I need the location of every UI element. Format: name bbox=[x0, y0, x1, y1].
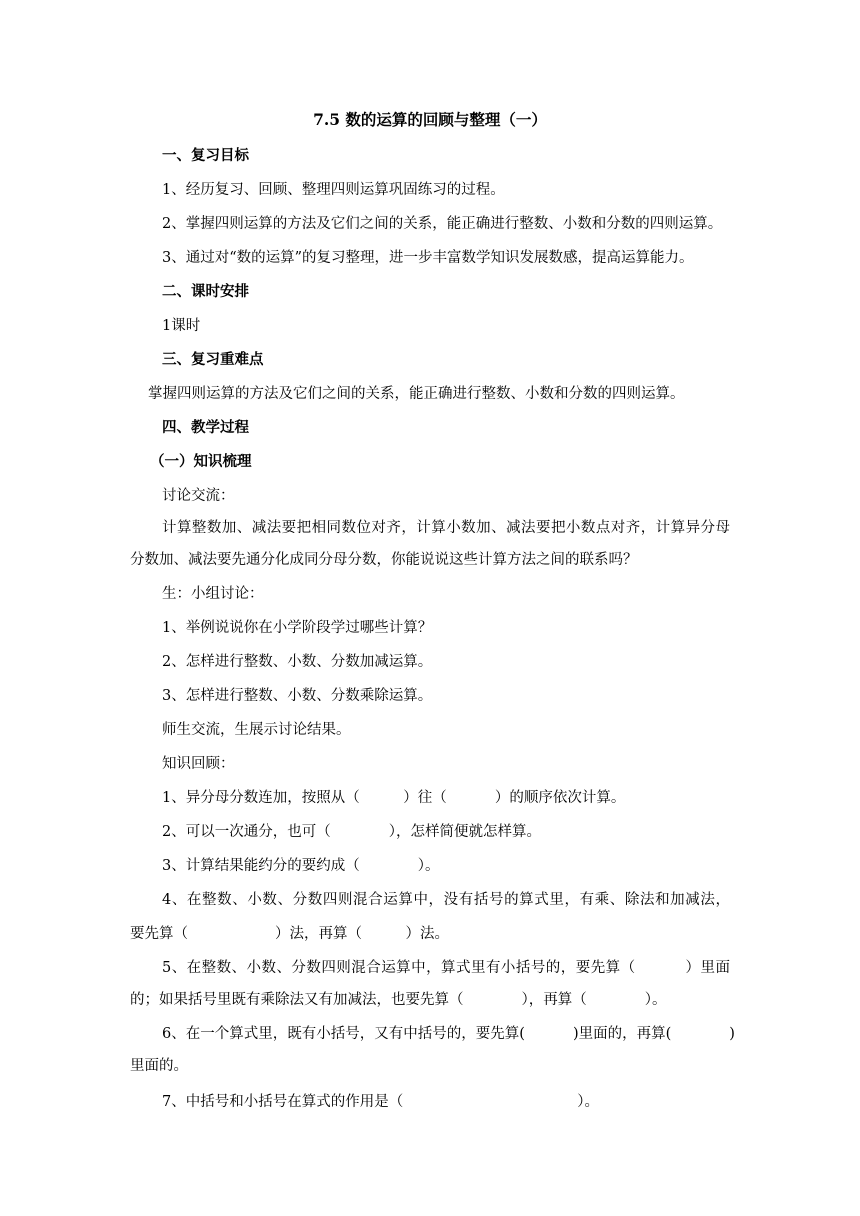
heading-schedule: 二、课时安排 bbox=[162, 283, 249, 300]
question-2: 2、怎样进行整数、小数、分数加减运算。 bbox=[162, 654, 433, 670]
key-points-text: 掌握四则运算的方法及它们之间的关系，能正确进行整数、小数和分数的四则运算。 bbox=[148, 386, 685, 402]
review-item-6-line-2: 里面的。 bbox=[130, 1058, 188, 1074]
review-item-1: 1、异分母分数连加，按照从（ ）往（ ）的顺序依次计算。 bbox=[162, 790, 626, 806]
schedule-text: 1课时 bbox=[162, 318, 201, 334]
heading-review-goals: 一、复习目标 bbox=[162, 147, 249, 164]
review-item-3: 3、计算结果能约分的要约成（ ）。 bbox=[162, 858, 440, 874]
heading-key-points: 三、复习重难点 bbox=[162, 351, 264, 368]
review-item-5-line-2: 的；如果括号里既有乘除法又有加减法，也要先算（ ），再算（ ）。 bbox=[130, 992, 667, 1008]
question-3: 3、怎样进行整数、小数、分数乘除运算。 bbox=[162, 688, 433, 704]
goal-item-2: 2、掌握四则运算的方法及它们之间的关系，能正确进行整数、小数和分数的四则运算。 bbox=[162, 216, 723, 232]
heading-teaching-process: 四、教学过程 bbox=[162, 419, 249, 436]
review-label: 知识回顾： bbox=[162, 756, 235, 772]
page-title: 7.5 数的运算的回顾与整理（一） bbox=[313, 110, 547, 129]
student-label: 生：小组讨论： bbox=[162, 586, 264, 602]
exchange-text: 师生交流，生展示讨论结果。 bbox=[162, 722, 351, 738]
goal-item-3: 3、通过对“数的运算”的复习整理，进一步丰富数学知识发展数感，提高运算能力。 bbox=[162, 250, 694, 266]
discuss-label: 讨论交流： bbox=[162, 488, 235, 504]
question-1: 1、举例说说你在小学阶段学过哪些计算？ bbox=[162, 620, 433, 636]
review-item-4-line-2: 要先算（ ）法，再算（ ）法。 bbox=[130, 926, 449, 942]
review-item-4-line-1: 4、在整数、小数、分数四则混合运算中，没有括号的算式里，有乘、除法和加减法， bbox=[162, 892, 730, 908]
review-item-5-line-1: 5、在整数、小数、分数四则混合运算中，算式里有小括号的，要先算（ ）里面 bbox=[162, 960, 730, 976]
goal-item-1: 1、经历复习、回顾、整理四则运算巩固练习的过程。 bbox=[162, 182, 505, 198]
discussion-paragraph-line-1: 计算整数加、减法要把相同数位对齐，计算小数加、减法要把小数点对齐，计算异分母 bbox=[162, 520, 730, 536]
discussion-paragraph-line-2: 分数加、减法要先通分化成同分母分数，你能说说这些计算方法之间的联系吗？ bbox=[130, 552, 638, 568]
review-item-7: 7、中括号和小括号在算式的作用是（ ）。 bbox=[162, 1094, 599, 1110]
review-item-2: 2、可以一次通分，也可（ ），怎样简便就怎样算。 bbox=[162, 824, 541, 840]
review-item-6-line-1: 6、在一个算式里，既有小括号，又有中括号的，要先算( )里面的，再算( ) bbox=[162, 1026, 735, 1042]
subheading-knowledge: （一）知识梳理 bbox=[150, 453, 252, 470]
